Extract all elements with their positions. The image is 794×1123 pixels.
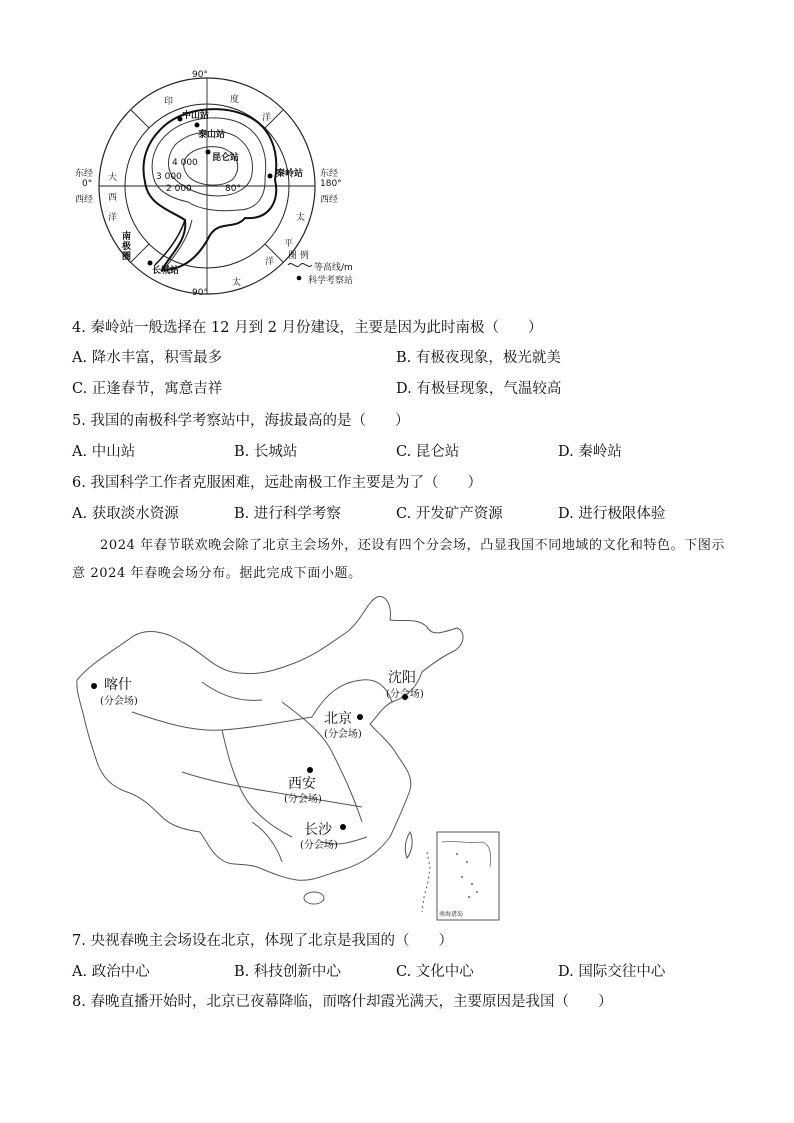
q7-option-b: B. 科技创新中心 [234,964,341,980]
lon-90-top-label: 90° [192,70,208,80]
left-east-label: 东经 [75,169,94,179]
ocean-label-da: 大 [108,173,118,183]
ocean-label-ping: 平 [284,239,294,249]
legend-station-label: 科学考察站 [308,276,354,286]
city-xian-label: 西安 [288,776,316,792]
question-4: 4. 秦岭站一般选择在 12 月到 2 月份建设，主要是因为此时南极（ ） [72,320,543,336]
station-changcheng-label: 长城站 [152,266,180,276]
question-6: 6. 我国科学工作者克服困难，远赴南极工作主要是为了（ ） [72,475,482,491]
antarctic-map-figure [70,70,370,300]
right-east-label: 东经 [320,169,339,179]
q4-option-d: D. 有极昼现象，气温较高 [396,381,562,397]
city-beijing-label: 北京 [324,711,352,727]
q5-option-c: C. 昆仑站 [396,444,460,460]
city-beijing-venue: (分会场) [324,729,362,740]
city-kashgar-label: 喀什 [104,677,132,693]
q6-option-b: B. 进行科学考察 [234,506,341,522]
q5-option-a: A. 中山站 [72,444,136,460]
city-changsha-venue: (分会场) [300,840,338,851]
ocean-label-xi: 西 [108,193,118,203]
right-180-label: 180° [320,179,342,189]
right-west-label: 西经 [320,195,339,205]
q4-option-c: C. 正逢春节，寓意吉祥 [72,381,223,397]
city-kashgar-venue: (分会场) [100,696,138,707]
legend-title: 图 例 [288,251,309,261]
question-7: 7. 央视春晚主会场设在北京，体现了北京是我国的（ ） [72,933,453,949]
ocean-label-yang3: 洋 [265,257,275,267]
inset-label: 南海诸岛 [439,911,464,918]
ocean-label-yang2: 洋 [108,213,118,223]
china-map-graphic [72,592,512,922]
left-west-label: 西经 [75,195,94,205]
city-shenyang-label: 沈阳 [388,670,416,686]
contour-3000-label: 3 000 [156,172,182,182]
question-8: 8. 春晚直播开始时，北京已夜幕降临，而喀什却霞光满天，主要原因是我国（ ） [72,994,613,1010]
ocean-label-tai2: 太 [232,278,242,288]
station-kunlun-label: 昆仑站 [212,153,240,163]
antarctic-circle-label: 南极圈 [122,232,132,262]
left-zero-label: 0° [82,179,93,189]
ocean-label-tai: 太 [296,213,306,223]
q6-option-c: C. 开发矿产资源 [396,506,503,522]
q6-option-a: A. 获取淡水资源 [72,506,179,522]
ocean-label-yin: 印 [164,97,174,107]
station-zhongshan-label: 中山站 [182,111,210,121]
q5-option-d: D. 秦岭站 [558,444,622,460]
lat-80-label: 80° [225,184,241,194]
q7-option-d: D. 国际交往中心 [558,964,666,980]
q6-option-d: D. 进行极限体验 [558,506,666,522]
q5-option-b: B. 长城站 [234,444,298,460]
station-taishan-label: 泰山站 [198,130,226,140]
intro-paragraph: 2024 年春节联欢晚会除了北京主会场外，还设有四个分会场，凸显我国不同地域的文化和特色。下图示意 2024 年春晚会场分布。据此完成下面小题。 [72,538,726,581]
city-xian-venue: (分会场) [284,794,322,805]
station-qinling-label: 秦岭站 [276,169,304,179]
question-5: 5. 我国的南极科学考察站中，海拔最高的是（ ） [72,413,410,429]
city-shenyang-venue: (分会场) [386,689,424,700]
lon-90-bottom-label: 90° [192,288,208,298]
city-changsha-label: 长沙 [304,822,332,838]
china-map-figure [72,592,512,922]
q7-option-a: A. 政治中心 [72,964,150,980]
q4-option-a: A. 降水丰富，积雪最多 [72,350,223,366]
q4-option-b: B. 有极夜现象，极光就美 [396,350,561,366]
ocean-label-yang: 洋 [262,113,272,123]
ocean-label-du: 度 [230,95,240,105]
q7-option-c: C. 文化中心 [396,964,474,980]
contour-4000-label: 4 000 [172,158,198,168]
contour-2000-label: 2 000 [166,184,192,194]
legend-contour-label: 等高线/m [314,263,353,273]
